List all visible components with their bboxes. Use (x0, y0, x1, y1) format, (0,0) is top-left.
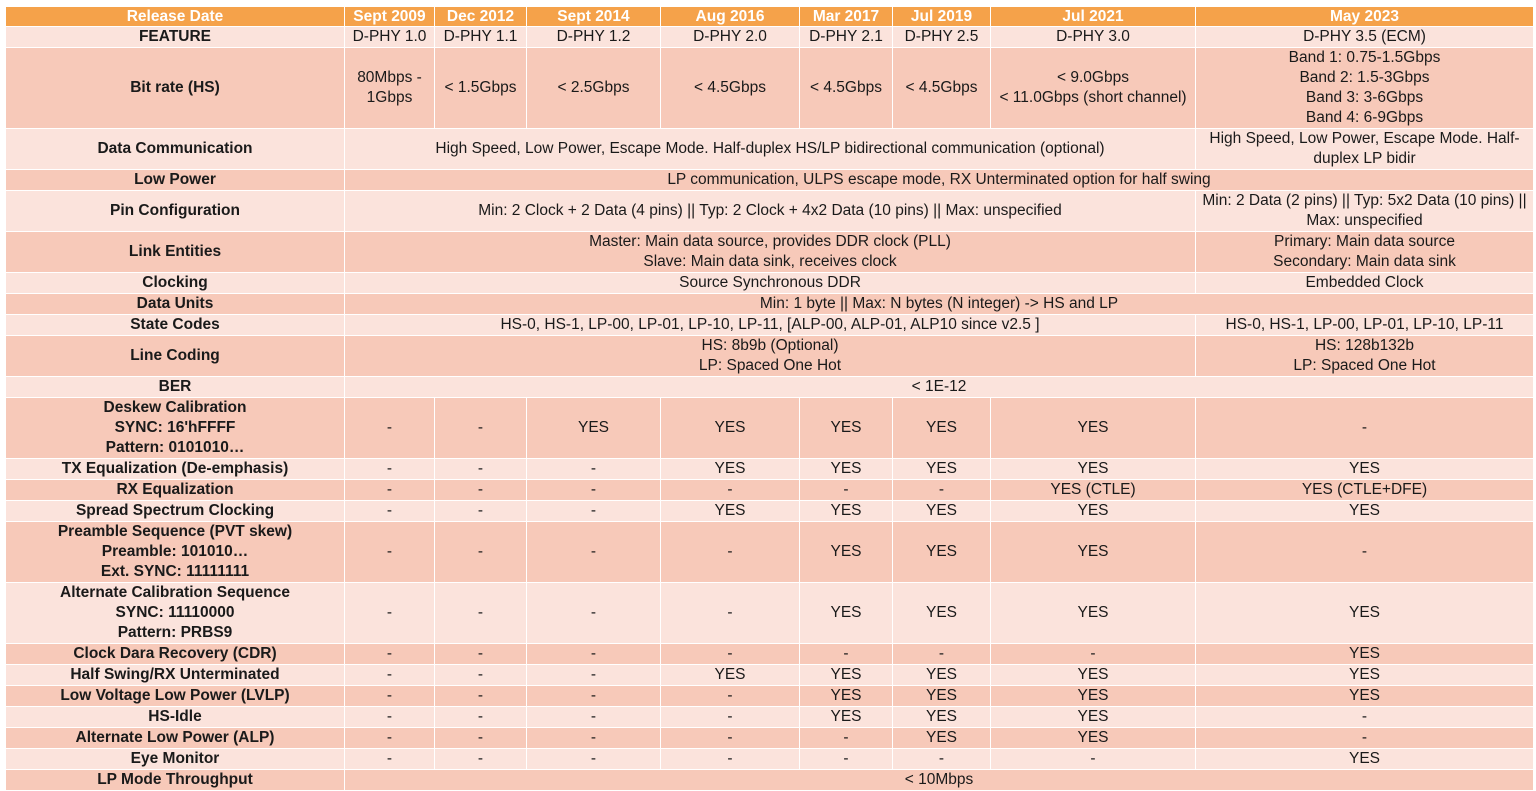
datacomm-row (6, 129, 1534, 170)
label-line: SYNC: 16'hFFFF (114, 419, 236, 436)
cell: < 4.5Gbps (661, 48, 800, 129)
cell: - (527, 686, 661, 707)
cell: High Speed, Low Power, Escape Mode. Half-duplex HS/LP bidirectional communication (optional) (345, 129, 1196, 170)
cell-line: Primary: Main data source (1274, 233, 1455, 250)
row-label: Clocking (6, 273, 345, 294)
clocking-row (6, 273, 1534, 294)
row-label: Half Swing/RX Unterminated (6, 665, 345, 686)
header-cell: Sept 2014 (527, 7, 661, 27)
label-line: Preamble Sequence (PVT skew) (57, 523, 293, 540)
cell: - (435, 644, 527, 665)
alt-calibration-row (6, 583, 1534, 644)
eye-monitor-row (6, 749, 1534, 770)
cell: - (661, 749, 800, 770)
cell: - (991, 644, 1196, 665)
cell: - (345, 398, 435, 459)
cell: YES (991, 522, 1196, 583)
cell: - (800, 728, 893, 749)
header-cell: May 2023 (1196, 7, 1534, 27)
row-label: State Codes (6, 315, 345, 336)
cell: YES (800, 665, 893, 686)
cell: - (345, 480, 435, 501)
cell: D-PHY 1.1 (435, 27, 527, 48)
lp-throughput-row (6, 770, 1534, 791)
cell: YES (893, 707, 991, 728)
cell (345, 336, 1196, 377)
header-cell: Sept 2009 (345, 7, 435, 27)
cell: - (435, 522, 527, 583)
cell: - (345, 522, 435, 583)
header-cell: Jul 2019 (893, 7, 991, 27)
cell: - (345, 644, 435, 665)
cell: - (800, 644, 893, 665)
cell: YES (CTLE) (991, 480, 1196, 501)
cell: - (527, 707, 661, 728)
band-line: Band 2: 1.5-3Gbps (1299, 69, 1430, 86)
dphy-comparison-table (5, 6, 1534, 791)
row-label: Link Entities (6, 232, 345, 273)
cell: YES (893, 686, 991, 707)
cell: LP communication, ULPS escape mode, RX Unterminated option for half swing (345, 170, 1534, 191)
band-line: Band 1: 0.75-1.5Gbps (1288, 49, 1441, 66)
cell: D-PHY 1.2 (527, 27, 661, 48)
cell: - (661, 707, 800, 728)
tx-eq-row (6, 459, 1534, 480)
cell: D-PHY 3.0 (991, 27, 1196, 48)
cell (345, 232, 1196, 273)
cell: YES (661, 501, 800, 522)
cell: - (345, 707, 435, 728)
cell: - (527, 522, 661, 583)
cell: High Speed, Low Power, Escape Mode. Half-duplex LP bidir (1196, 129, 1534, 170)
cell: - (1196, 728, 1534, 749)
row-label: Pin Configuration (6, 191, 345, 232)
cell: YES (1196, 459, 1534, 480)
cell: - (661, 728, 800, 749)
cell (1196, 336, 1534, 377)
cell: - (435, 583, 527, 644)
cell: < 1E-12 (345, 377, 1534, 398)
cell: YES (893, 665, 991, 686)
cell: Embedded Clock (1196, 273, 1534, 294)
label-line: Alternate Calibration Sequence (60, 584, 290, 601)
cell-line: 80Mbps - (357, 69, 422, 86)
cell: - (661, 686, 800, 707)
cell: HS-0, HS-1, LP-00, LP-01, LP-10, LP-11 (1196, 315, 1534, 336)
cell-line: Slave: Main data sink, receives clock (643, 253, 897, 270)
hs-idle-row (6, 707, 1534, 728)
row-label: Data Communication (6, 129, 345, 170)
cell: - (345, 728, 435, 749)
cell-line: 1Gbps (366, 89, 413, 106)
cell: YES (991, 686, 1196, 707)
cell: - (345, 686, 435, 707)
cell: YES (991, 728, 1196, 749)
cell: YES (661, 665, 800, 686)
cell: Min: 2 Data (2 pins) || Typ: 5x2 Data (10 pins) || Max: unspecified (1196, 191, 1534, 232)
cell: - (345, 459, 435, 480)
header-row (6, 7, 1534, 27)
line-coding-row (6, 336, 1534, 377)
cell-line: < 9.0Gbps (1057, 69, 1129, 86)
lowpower-row (6, 170, 1534, 191)
cell: - (893, 644, 991, 665)
cell: - (435, 459, 527, 480)
row-label: Eye Monitor (6, 749, 345, 770)
label-line: Deskew Calibration (103, 399, 247, 416)
header-cell: Aug 2016 (661, 7, 800, 27)
cell (991, 48, 1196, 129)
cell: Min: 2 Clock + 2 Data (4 pins) || Typ: 2 Clock + 4x2 Data (10 pins) || Max: unspecified (345, 191, 1196, 232)
cell: < 4.5Gbps (800, 48, 893, 129)
row-label: BER (6, 377, 345, 398)
cell: - (893, 480, 991, 501)
cell-line: HS: 8b9b (Optional) (701, 337, 839, 354)
row-label: TX Equalization (De-emphasis) (6, 459, 345, 480)
cell: YES (893, 501, 991, 522)
bitrate-row (6, 48, 1534, 129)
cell: YES (1196, 665, 1534, 686)
cell: YES (661, 398, 800, 459)
cell: YES (1196, 686, 1534, 707)
cell: - (435, 686, 527, 707)
cell: - (435, 728, 527, 749)
cell: - (435, 398, 527, 459)
cell: YES (991, 665, 1196, 686)
cell-line: LP: Spaced One Hot (698, 357, 842, 374)
row-label: RX Equalization (6, 480, 345, 501)
row-label: Low Power (6, 170, 345, 191)
cell: - (435, 480, 527, 501)
cell: - (527, 480, 661, 501)
cell-line: < 11.0Gbps (short channel) (999, 89, 1187, 106)
cell: - (345, 749, 435, 770)
cell: YES (661, 459, 800, 480)
cell: D-PHY 1.0 (345, 27, 435, 48)
cell: - (435, 707, 527, 728)
cell: - (661, 522, 800, 583)
state-codes-row (6, 315, 1534, 336)
cell: - (1196, 398, 1534, 459)
cell: - (345, 583, 435, 644)
cell (1196, 48, 1534, 129)
label-line: Preamble: 101010… (101, 543, 249, 560)
pin-config-row (6, 191, 1534, 232)
cell: - (435, 665, 527, 686)
cell: D-PHY 2.5 (893, 27, 991, 48)
cell (1196, 232, 1534, 273)
row-label: Data Units (6, 294, 345, 315)
link-entities-row (6, 232, 1534, 273)
cdr-row (6, 644, 1534, 665)
row-label: LP Mode Throughput (6, 770, 345, 791)
cell: YES (893, 459, 991, 480)
preamble-row (6, 522, 1534, 583)
cell: HS-0, HS-1, LP-00, LP-01, LP-10, LP-11, [ALP-00, ALP-01, ALP10 since v2.5 ] (345, 315, 1196, 336)
cell: - (527, 665, 661, 686)
band-line: Band 3: 3-6Gbps (1305, 89, 1424, 106)
cell: - (527, 459, 661, 480)
header-cell: Mar 2017 (800, 7, 893, 27)
ssc-row (6, 501, 1534, 522)
cell: YES (893, 522, 991, 583)
row-label (6, 522, 345, 583)
cell: - (527, 644, 661, 665)
cell: YES (893, 583, 991, 644)
cell-line: Secondary: Main data sink (1273, 253, 1456, 270)
label-line: SYNC: 11110000 (115, 604, 235, 621)
cell: D-PHY 2.0 (661, 27, 800, 48)
row-label: HS-Idle (6, 707, 345, 728)
cell: - (527, 728, 661, 749)
cell: - (435, 749, 527, 770)
cell: YES (800, 501, 893, 522)
cell-line: Master: Main data source, provides DDR clock (PLL) (589, 233, 951, 250)
header-cell: Dec 2012 (435, 7, 527, 27)
row-label: Clock Dara Recovery (CDR) (6, 644, 345, 665)
label-line: Ext. SYNC: 11111111 (100, 563, 250, 580)
cell: < 4.5Gbps (893, 48, 991, 129)
feature-row (6, 27, 1534, 48)
cell: YES (893, 728, 991, 749)
cell: YES (991, 707, 1196, 728)
row-label: Low Voltage Low Power (LVLP) (6, 686, 345, 707)
alp-row (6, 728, 1534, 749)
cell: YES (800, 707, 893, 728)
cell: YES (991, 501, 1196, 522)
cell: < 1.5Gbps (435, 48, 527, 129)
cell: YES (1196, 583, 1534, 644)
cell: - (800, 480, 893, 501)
cell: - (991, 749, 1196, 770)
lvlp-row (6, 686, 1534, 707)
cell: YES (991, 459, 1196, 480)
row-label: FEATURE (6, 27, 345, 48)
cell: D-PHY 3.5 (ECM) (1196, 27, 1534, 48)
label-line: Pattern: PRBS9 (117, 624, 233, 641)
row-label: Line Coding (6, 336, 345, 377)
row-label: Spread Spectrum Clocking (6, 501, 345, 522)
cell: YES (1196, 501, 1534, 522)
half-swing-row (6, 665, 1534, 686)
cell: YES (1196, 644, 1534, 665)
deskew-row (6, 398, 1534, 459)
row-label: Alternate Low Power (ALP) (6, 728, 345, 749)
cell: YES (991, 583, 1196, 644)
cell: YES (527, 398, 661, 459)
cell: YES (991, 398, 1196, 459)
cell: Source Synchronous DDR (345, 273, 1196, 294)
cell: YES (800, 583, 893, 644)
cell: - (527, 583, 661, 644)
cell: < 10Mbps (345, 770, 1534, 791)
cell: YES (800, 398, 893, 459)
cell: - (800, 749, 893, 770)
rx-eq-row (6, 480, 1534, 501)
cell-line: HS: 128b132b (1314, 337, 1415, 354)
cell: D-PHY 2.1 (800, 27, 893, 48)
cell: - (345, 501, 435, 522)
cell: - (893, 749, 991, 770)
band-line: Band 4: 6-9Gbps (1305, 109, 1424, 126)
cell: YES (800, 459, 893, 480)
cell: - (435, 501, 527, 522)
cell: YES (800, 522, 893, 583)
header-cell: Release Date (6, 7, 345, 27)
row-label (6, 583, 345, 644)
cell: - (527, 749, 661, 770)
cell: YES (800, 686, 893, 707)
cell: YES (CTLE+DFE) (1196, 480, 1534, 501)
data-units-row (6, 294, 1534, 315)
cell: - (661, 480, 800, 501)
cell: - (1196, 522, 1534, 583)
cell: YES (893, 398, 991, 459)
label-line: Pattern: 0101010… (105, 439, 245, 456)
cell: Min: 1 byte || Max: N bytes (N integer) -> HS and LP (345, 294, 1534, 315)
header-cell: Jul 2021 (991, 7, 1196, 27)
cell: - (345, 665, 435, 686)
cell: < 2.5Gbps (527, 48, 661, 129)
ber-row (6, 377, 1534, 398)
cell: YES (1196, 749, 1534, 770)
cell: - (661, 583, 800, 644)
cell (345, 48, 435, 129)
cell-line: LP: Spaced One Hot (1293, 357, 1436, 374)
cell: - (1196, 707, 1534, 728)
cell: - (527, 501, 661, 522)
cell: - (661, 644, 800, 665)
row-label: Bit rate (HS) (6, 48, 345, 129)
row-label (6, 398, 345, 459)
